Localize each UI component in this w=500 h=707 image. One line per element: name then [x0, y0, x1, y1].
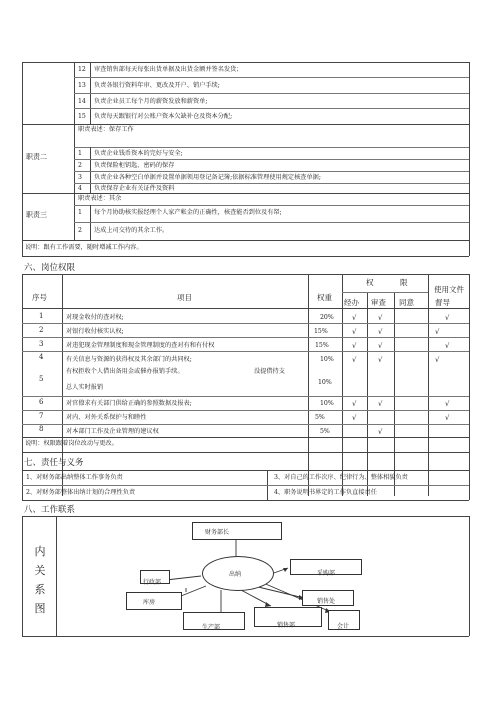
row-item: 有权拒收个人借出备用金或催办报销手续。	[66, 368, 184, 375]
org-node-cashier	[202, 556, 274, 591]
note-permissions: 说明：权限跟着岗位改动与更改。	[25, 440, 118, 447]
row-weight: 10%	[320, 356, 334, 363]
row-seq: 7	[39, 412, 44, 420]
duty-num: 3	[78, 174, 82, 181]
row-seq: 4	[39, 353, 44, 361]
duty-num: 2	[78, 162, 82, 169]
check-mark: √	[445, 414, 450, 422]
node-label: 财务部长	[205, 529, 230, 536]
org-node-finance-mgr	[192, 522, 282, 540]
row-item-note: 没提借持支	[254, 368, 285, 375]
row-seq: 8	[39, 425, 44, 433]
header-limit: 限	[400, 278, 408, 287]
duty2-desc: 职责表述：保存工作	[78, 126, 134, 133]
responsibility-item: 3、对自己的工作次序、纪律行为、整体相貌负责	[274, 474, 408, 481]
check-mark: √	[378, 314, 383, 322]
duty-num: 1	[78, 209, 82, 216]
duty-text: 负责每天跟银行对公账户资本欠缺补仓及资本分配;	[94, 113, 233, 120]
responsibility-item: 4、职务说明书界定的工作负直接责任	[274, 489, 377, 496]
org-node-admin	[140, 570, 170, 584]
check-mark: √	[352, 414, 357, 422]
responsibility-item: 2、对财务部整体出纳计划的合理性负责	[26, 489, 136, 496]
section8-title: 八、工作联系	[24, 505, 76, 515]
node-label: 采购部	[317, 570, 336, 577]
duty-num: 2	[78, 227, 82, 234]
check-mark: √	[352, 328, 357, 336]
section6-title: 六、岗位权限	[24, 263, 76, 273]
row-weight: 10%	[318, 379, 332, 386]
header-handle: 经办	[344, 298, 359, 307]
check-mark: √	[445, 342, 450, 350]
side-char: 图	[34, 602, 46, 615]
row-weight: 5%	[315, 414, 325, 421]
check-mark: √	[378, 428, 383, 436]
row-seq: 5	[39, 375, 44, 383]
node-label: 出纳	[229, 571, 242, 578]
check-mark: √	[352, 356, 357, 364]
responsibility-item: 1、对财务部出纳整体工作事务负责	[26, 474, 123, 481]
check-mark: √	[378, 342, 383, 350]
check-mark: √	[378, 400, 383, 408]
row-seq: 1	[39, 312, 44, 320]
internal-relations-label	[31, 542, 49, 618]
org-node-production	[183, 612, 245, 630]
duty-num: 15	[78, 113, 86, 120]
org-node-purchase	[290, 559, 362, 575]
org-node-sales	[254, 607, 322, 627]
row-item: 对现金收付的查对权;	[66, 314, 124, 321]
check-mark: √	[435, 328, 440, 336]
duty-text: 负责企业钱币资本的完好与安全;	[94, 150, 183, 157]
duty-text: 负责各银行资料年审、更改及开户、销户手续;	[94, 82, 220, 89]
duty-num: 13	[78, 82, 86, 89]
check-mark: √	[378, 356, 383, 364]
check-mark: √	[352, 400, 357, 408]
row-weight: 5%	[320, 428, 330, 435]
row-item: 对违犯现金管理制度和现金管理制度的查对有和有付权	[66, 342, 215, 349]
row-weight: 20%	[320, 314, 334, 321]
org-node-accounting	[328, 610, 360, 630]
node-label: 行政部	[143, 579, 162, 586]
header-item: 项目	[177, 293, 192, 302]
row-item: 有关信息与资源的获得权及其余部门的共同权;	[66, 356, 192, 363]
duty-text: 达成上司交待的其余工作。	[94, 227, 169, 234]
duty2-label: 职责二	[26, 153, 47, 161]
row-weight: 15%	[314, 328, 328, 335]
side-char: 关	[34, 564, 46, 577]
side-char: 内	[34, 545, 46, 558]
duty-num: 1	[78, 150, 82, 157]
node-label: 销售处	[317, 598, 336, 605]
row-seq: 6	[39, 398, 44, 406]
check-mark: √	[435, 356, 440, 364]
duty-text: 负责保险柜钥匙、密码的保存	[94, 162, 175, 169]
row-weight: 15%	[315, 342, 329, 349]
duty-text: 负责企业员工每个月的薪资发放和薪资单;	[94, 98, 208, 105]
duty-text: 负责保存企业有关证件及资料	[94, 185, 175, 192]
duty3-desc: 职责表述：其余	[78, 195, 122, 202]
check-mark: √	[352, 314, 357, 322]
header-supervise: 督导	[435, 298, 450, 307]
check-mark: √	[445, 400, 450, 408]
side-char: 系	[34, 583, 46, 596]
header-weight: 权重	[317, 293, 332, 302]
row-item: 对官僚求有关部门供给正确的参照数据及报表;	[66, 400, 192, 407]
node-label: 会计	[337, 623, 350, 630]
check-mark: √	[445, 314, 450, 322]
row-item: 总人实时报销	[66, 384, 104, 391]
duty-num: 12	[78, 66, 86, 73]
row-seq: 3	[39, 340, 44, 348]
duty-num: 4	[78, 185, 82, 192]
duty-text: 每个月协助核实报经理个人家产帐金的正确性，核查能否到位及有帑;	[94, 209, 282, 216]
note-duties: 说明：跟有工作需要，随时增减工作内容。	[25, 244, 143, 251]
node-label: 销售部	[277, 622, 296, 629]
org-node-sales-office	[302, 590, 354, 606]
row-item: 对内、对外关系保护与和睦性	[66, 414, 147, 421]
node-label: 生产部	[202, 624, 221, 631]
duty-text: 负责企业各种空白单据并设置单据领用登记备记簿;依据标准管理使用规定核查单据;	[94, 174, 321, 181]
header-approve: 同意	[399, 298, 414, 307]
duty3-label: 职责三	[26, 211, 47, 219]
header-authority: 权	[366, 278, 374, 287]
row-item: 对本部门工作及企业管理的建议权	[66, 428, 159, 435]
check-mark: √	[352, 342, 357, 350]
org-node-warehouse	[126, 592, 182, 610]
row-item: 对银行收付核实认权;	[66, 328, 124, 335]
header-use-file: 使用文件	[434, 285, 464, 294]
header-review: 审查	[371, 298, 386, 307]
check-mark: √	[378, 328, 383, 336]
section7-title: 七、责任与义务	[24, 458, 84, 468]
header-seq: 序号	[32, 293, 47, 302]
row-weight: 10%	[320, 400, 334, 407]
node-label: 库房	[143, 599, 156, 606]
row-seq: 2	[39, 326, 44, 334]
duty-text: 审查销售部每天每张出货单据及出货金额并签名发货；	[94, 66, 243, 73]
duty-num: 14	[78, 98, 86, 105]
